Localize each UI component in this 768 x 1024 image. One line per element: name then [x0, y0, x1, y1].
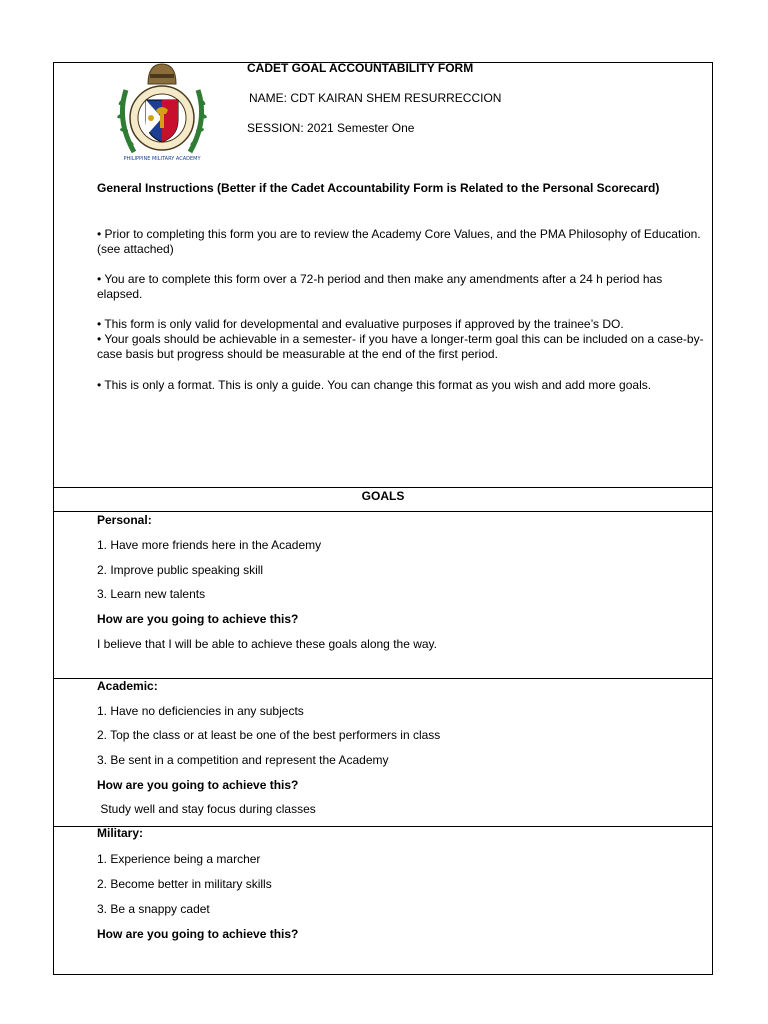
personal-goal-item: 3. Learn new talents: [97, 587, 206, 601]
form-title: CADET GOAL ACCOUNTABILITY FORM: [247, 61, 474, 75]
instruction-item: • Prior to completing this form you are to review the Academy Core Values, and the PMA Philosophy of Education. (see attached): [97, 227, 701, 256]
academy-crest-logo: [112, 60, 212, 170]
academic-goal-item: 2. Top the class or at least be one of the best performers in class: [97, 728, 441, 742]
form-frame: [53, 62, 713, 975]
military-goal-item: 2. Become better in military skills: [97, 877, 272, 891]
goals-heading: GOALS: [361, 489, 405, 503]
personal-answer: I believe that I will be able to achieve these goals along the way.: [97, 637, 437, 651]
academic-label: Academic:: [97, 679, 158, 693]
military-label: Military:: [97, 826, 144, 840]
military-question: How are you going to achieve this?: [97, 927, 299, 941]
svg-text:PHILIPPINE MILITARY ACADEMY: PHILIPPINE MILITARY ACADEMY: [123, 156, 201, 162]
personal-label: Personal:: [97, 513, 152, 527]
academic-goal-item: 3. Be sent in a competition and represent the Academy: [97, 753, 389, 767]
military-goal-item: 3. Be a snappy cadet: [97, 902, 210, 916]
instruction-item: • Your goals should be achievable in a semester- if you have a longer-term goal this can be included on a case-by-case basis but progress should be measurable at the end of the first period.: [97, 332, 704, 361]
instruction-item: • This form is only valid for developmental and evaluative purposes if approved by the trainee’s DO.: [97, 317, 624, 331]
military-goal-item: 1. Experience being a marcher: [97, 852, 261, 866]
academic-question: How are you going to achieve this?: [97, 778, 299, 792]
divider-goals-top: [53, 487, 713, 488]
instruction-item: • This is only a format. This is only a guide. You can change this format as you wish and add more goals.: [97, 378, 652, 392]
session-line: SESSION: 2021 Semester One: [247, 121, 415, 135]
academic-answer: Study well and stay focus during classes: [97, 802, 316, 816]
academic-goal-item: 1. Have no deficiencies in any subjects: [97, 704, 304, 718]
personal-goal-item: 1. Have more friends here in the Academy: [97, 538, 322, 552]
divider-academic-military: [53, 826, 713, 827]
personal-question: How are you going to achieve this?: [97, 612, 299, 626]
instruction-item: • You are to complete this form over a 72-h period and then make any amendments after a 24 h period has elapsed.: [97, 272, 663, 301]
cadet-name: NAME: CDT KAIRAN SHEM RESURRECCION: [249, 91, 502, 105]
divider-goals-bottom: [53, 511, 713, 512]
instructions-heading: General Instructions (Better if the Cadet Accountability Form is Related to the Personal Scorecard): [97, 181, 660, 195]
personal-goal-item: 2. Improve public speaking skill: [97, 563, 264, 577]
